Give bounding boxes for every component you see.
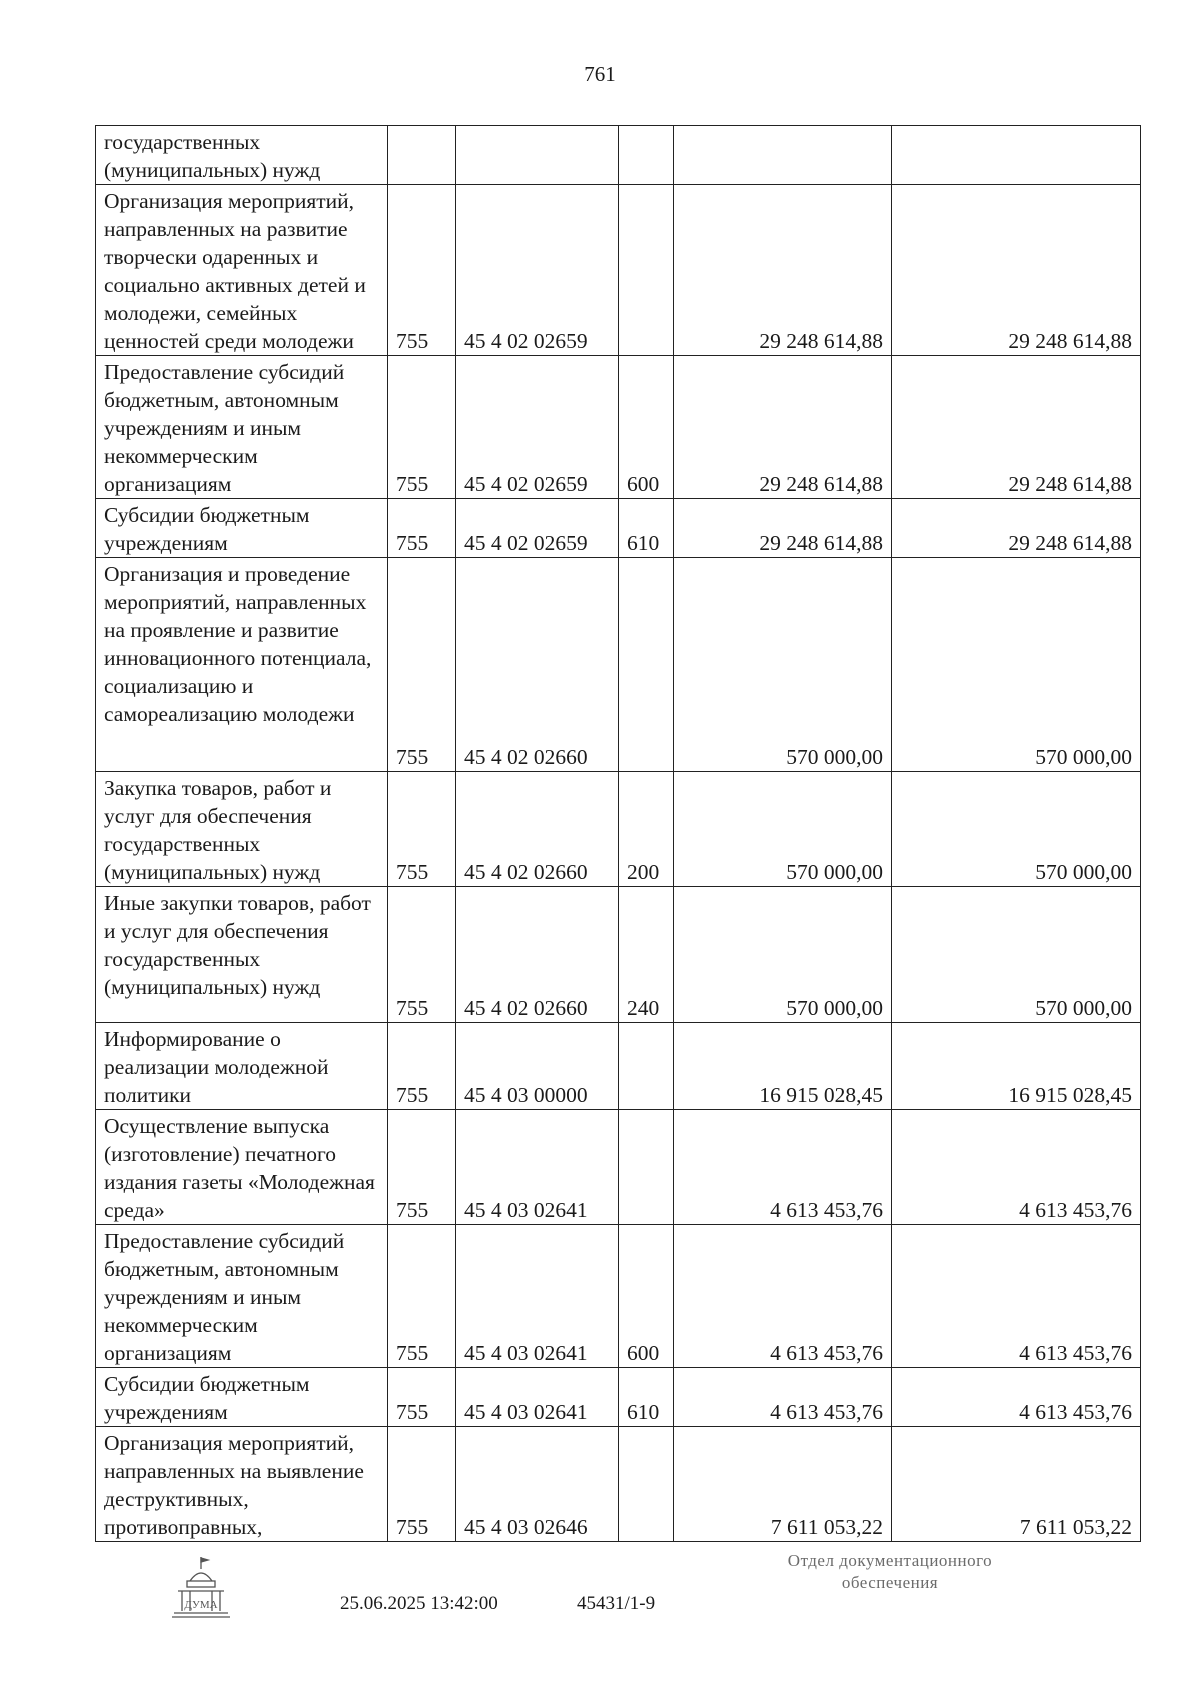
- row-ved: 755: [388, 1225, 456, 1368]
- row-vr: 610: [619, 1368, 674, 1427]
- row-sum1: 4 613 453,76: [674, 1368, 892, 1427]
- row-sum2: 29 248 614,88: [892, 499, 1141, 558]
- row-name: Предоставление субсидий бюджетным, автономным учреждениям и иным некоммерческим организациям: [96, 1225, 388, 1368]
- row-sum1: 4 613 453,76: [674, 1110, 892, 1225]
- row-sum2: 29 248 614,88: [892, 356, 1141, 499]
- row-csr: 45 4 02 02659: [456, 356, 619, 499]
- row-csr: 45 4 02 02660: [456, 772, 619, 887]
- row-name: Субсидии бюджетным учреждениям: [96, 499, 388, 558]
- row-sum1: 4 613 453,76: [674, 1225, 892, 1368]
- row-name: государственных (муниципальных) нужд: [96, 126, 388, 185]
- row-sum1: [674, 126, 892, 185]
- row-sum2: 4 613 453,76: [892, 1225, 1141, 1368]
- row-ved: 755: [388, 185, 456, 356]
- table-row: [96, 126, 1141, 185]
- row-vr: [619, 558, 674, 772]
- logo-text: ДУМА: [184, 1599, 218, 1611]
- row-sum1: 570 000,00: [674, 887, 892, 1023]
- table-row: [96, 1023, 1141, 1110]
- page-number: 761: [584, 62, 616, 86]
- row-sum2: 4 613 453,76: [892, 1368, 1141, 1427]
- row-vr: 600: [619, 356, 674, 499]
- table-row: [96, 356, 1141, 499]
- stamp-line-2: обеспечения: [841, 1573, 939, 1592]
- table-row: [96, 185, 1141, 356]
- row-sum2: 570 000,00: [892, 887, 1141, 1023]
- row-csr: 45 4 03 00000: [456, 1023, 619, 1110]
- row-ved: 755: [388, 887, 456, 1023]
- row-sum1: 7 611 053,22: [674, 1427, 892, 1542]
- row-sum1: 29 248 614,88: [674, 499, 892, 558]
- row-sum1: 570 000,00: [674, 772, 892, 887]
- row-name: Иные закупки товаров, работ и услуг для обеспечения государственных (муниципальных) нужд: [96, 887, 388, 1023]
- row-ved: 755: [388, 1427, 456, 1542]
- table-row: [96, 1225, 1141, 1368]
- row-sum1: 29 248 614,88: [674, 356, 892, 499]
- row-sum2: 29 248 614,88: [892, 185, 1141, 356]
- row-name: Закупка товаров, работ и услуг для обеспечения государственных (муниципальных) нужд: [96, 772, 388, 887]
- row-vr: [619, 126, 674, 185]
- table-row: [96, 1110, 1141, 1225]
- row-ved: 755: [388, 1110, 456, 1225]
- row-name: Организация мероприятий, направленных на выявление деструктивных, противоправных,: [96, 1427, 388, 1542]
- row-name: Предоставление субсидий бюджетным, автономным учреждениям и иным некоммерческим организациям: [96, 356, 388, 499]
- row-name: Осуществление выпуска (изготовление) печатного издания газеты «Молодежная среда»: [96, 1110, 388, 1225]
- table-row: [96, 1427, 1141, 1542]
- footer-datetime: 25.06.2025 13:42:00: [340, 1593, 498, 1614]
- table-row: [96, 1368, 1141, 1427]
- row-sum1: 570 000,00: [674, 558, 892, 772]
- row-sum2: 4 613 453,76: [892, 1110, 1141, 1225]
- row-ved: 755: [388, 356, 456, 499]
- row-sum2: 16 915 028,45: [892, 1023, 1141, 1110]
- stamp-line-1: Отдел документационного: [787, 1551, 993, 1570]
- row-csr: 45 4 03 02641: [456, 1110, 619, 1225]
- table-row: [96, 772, 1141, 887]
- row-sum1: 29 248 614,88: [674, 185, 892, 356]
- row-csr: [456, 126, 619, 185]
- row-name: Организация мероприятий, направленных на развитие творчески одаренных и социально активных детей и молодежи, семейных ценностей среди молодежи: [96, 185, 388, 356]
- row-ved: 755: [388, 1368, 456, 1427]
- row-sum2: 570 000,00: [892, 558, 1141, 772]
- row-name: Информирование о реализации молодежной политики: [96, 1023, 388, 1110]
- row-ved: [388, 126, 456, 185]
- row-vr: 600: [619, 1225, 674, 1368]
- row-csr: 45 4 03 02646: [456, 1427, 619, 1542]
- footer-doc-code: 45431/1-9: [577, 1593, 656, 1614]
- row-csr: 45 4 02 02660: [456, 558, 619, 772]
- row-csr: 45 4 02 02659: [456, 185, 619, 356]
- table-row: [96, 558, 1141, 772]
- row-vr: [619, 185, 674, 356]
- row-sum2: 7 611 053,22: [892, 1427, 1141, 1542]
- budget-table: [95, 125, 1141, 1542]
- row-name: Субсидии бюджетным учреждениям: [96, 1368, 388, 1427]
- table-row: [96, 499, 1141, 558]
- department-stamp: [740, 1550, 1040, 1594]
- row-sum2: 570 000,00: [892, 772, 1141, 887]
- row-vr: [619, 1110, 674, 1225]
- row-ved: 755: [388, 772, 456, 887]
- row-csr: 45 4 02 02659: [456, 499, 619, 558]
- duma-logo-icon: [170, 1555, 232, 1623]
- row-csr: 45 4 02 02660: [456, 887, 619, 1023]
- table-row: [96, 887, 1141, 1023]
- row-name: Организация и проведение мероприятий, направленных на проявление и развитие инновационного потенциала, социализацию и самореализацию молодежи: [96, 558, 388, 772]
- row-vr: 200: [619, 772, 674, 887]
- row-ved: 755: [388, 1023, 456, 1110]
- row-vr: 610: [619, 499, 674, 558]
- row-vr: [619, 1427, 674, 1542]
- row-vr: [619, 1023, 674, 1110]
- row-csr: 45 4 03 02641: [456, 1225, 619, 1368]
- row-csr: 45 4 03 02641: [456, 1368, 619, 1427]
- row-ved: 755: [388, 558, 456, 772]
- row-vr: 240: [619, 887, 674, 1023]
- row-sum2: [892, 126, 1141, 185]
- row-sum1: 16 915 028,45: [674, 1023, 892, 1110]
- row-ved: 755: [388, 499, 456, 558]
